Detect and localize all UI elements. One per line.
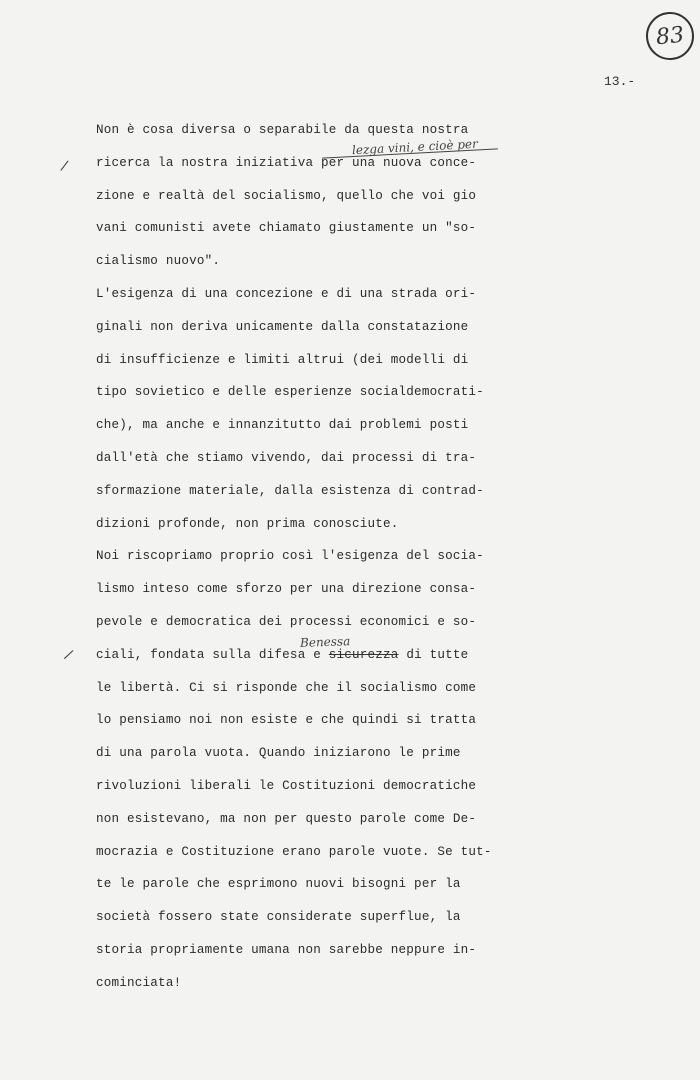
text-line: L'esigenza di una concezione e di una strada ori- — [96, 286, 477, 301]
margin-tick-1: / — [59, 157, 70, 175]
text-line: che), ma anche e innanzitutto dai problemi posti — [96, 418, 469, 433]
text-line: rivoluzioni liberali le Costituzioni democratiche — [96, 778, 477, 793]
text-line: storia propriamente umana non sarebbe neppure in- — [96, 942, 477, 957]
page-stamp: 83 — [644, 10, 697, 63]
text-line: vani comunisti avete chiamato giustamente un "so- — [96, 221, 477, 236]
text-segment: ciali, fondata sulla difesa e — [96, 647, 329, 662]
text-line: le libertà. Ci si risponde che il socialismo come — [96, 680, 477, 695]
text-line: mocrazia e Costituzione erano parole vuote. Se tut- — [96, 844, 492, 859]
text-line: sformazione materiale, dalla esistenza di contrad- — [96, 483, 484, 498]
text-line: te le parole che esprimono nuovi bisogni per la — [96, 877, 461, 892]
handwritten-insertion-1: lezga vini, e cioè per — [351, 136, 479, 158]
margin-tick-2: / — [62, 646, 75, 664]
text-line: Non è cosa diversa o separabile da questa nostra — [96, 123, 469, 137]
text-line: non esistevano, ma non per questo parole come De- — [96, 811, 477, 826]
text-line: zione e realtà del socialismo, quello che voi gio — [96, 188, 477, 203]
text-line: lo pensiamo noi non esiste e che quindi si tratta — [96, 713, 477, 728]
text-line: ginali non deriva unicamente dalla constatazione — [96, 319, 469, 334]
text-line: di una parola vuota. Quando iniziarono le prime — [96, 746, 461, 761]
text-line: società fossero state considerate superflue, la — [96, 910, 461, 925]
text-line: pevole e democratica dei processi economici e so- — [96, 614, 477, 629]
text-line: lismo inteso come sforzo per una direzione consa- — [96, 582, 477, 597]
body-text — [96, 120, 492, 1006]
text-line: tipo sovietico e delle esperienze socialdemocrati- — [96, 385, 484, 400]
text-line: dizioni profonde, non prima conosciute. — [96, 516, 399, 531]
text-line: cominciata! — [96, 975, 182, 990]
text-line: ricerca la nostra iniziativa per una nuova conce- — [96, 155, 477, 170]
text-line: dall'età che stiamo vivendo, dai processi di tra- — [96, 450, 477, 465]
handwritten-insertion-2: Benessa — [299, 634, 351, 650]
text-line-corrected — [96, 645, 469, 678]
text-segment: di tutte — [398, 647, 469, 662]
text-line: cialismo nuovo". — [96, 254, 221, 269]
text-line: di insufficienze e limiti altrui (dei modelli di — [96, 352, 469, 367]
text-line: Noi riscopriamo proprio così l'esigenza del socia- — [96, 549, 484, 564]
page-number: 13.- — [604, 74, 636, 89]
struck-word: sicurezza — [328, 647, 399, 662]
